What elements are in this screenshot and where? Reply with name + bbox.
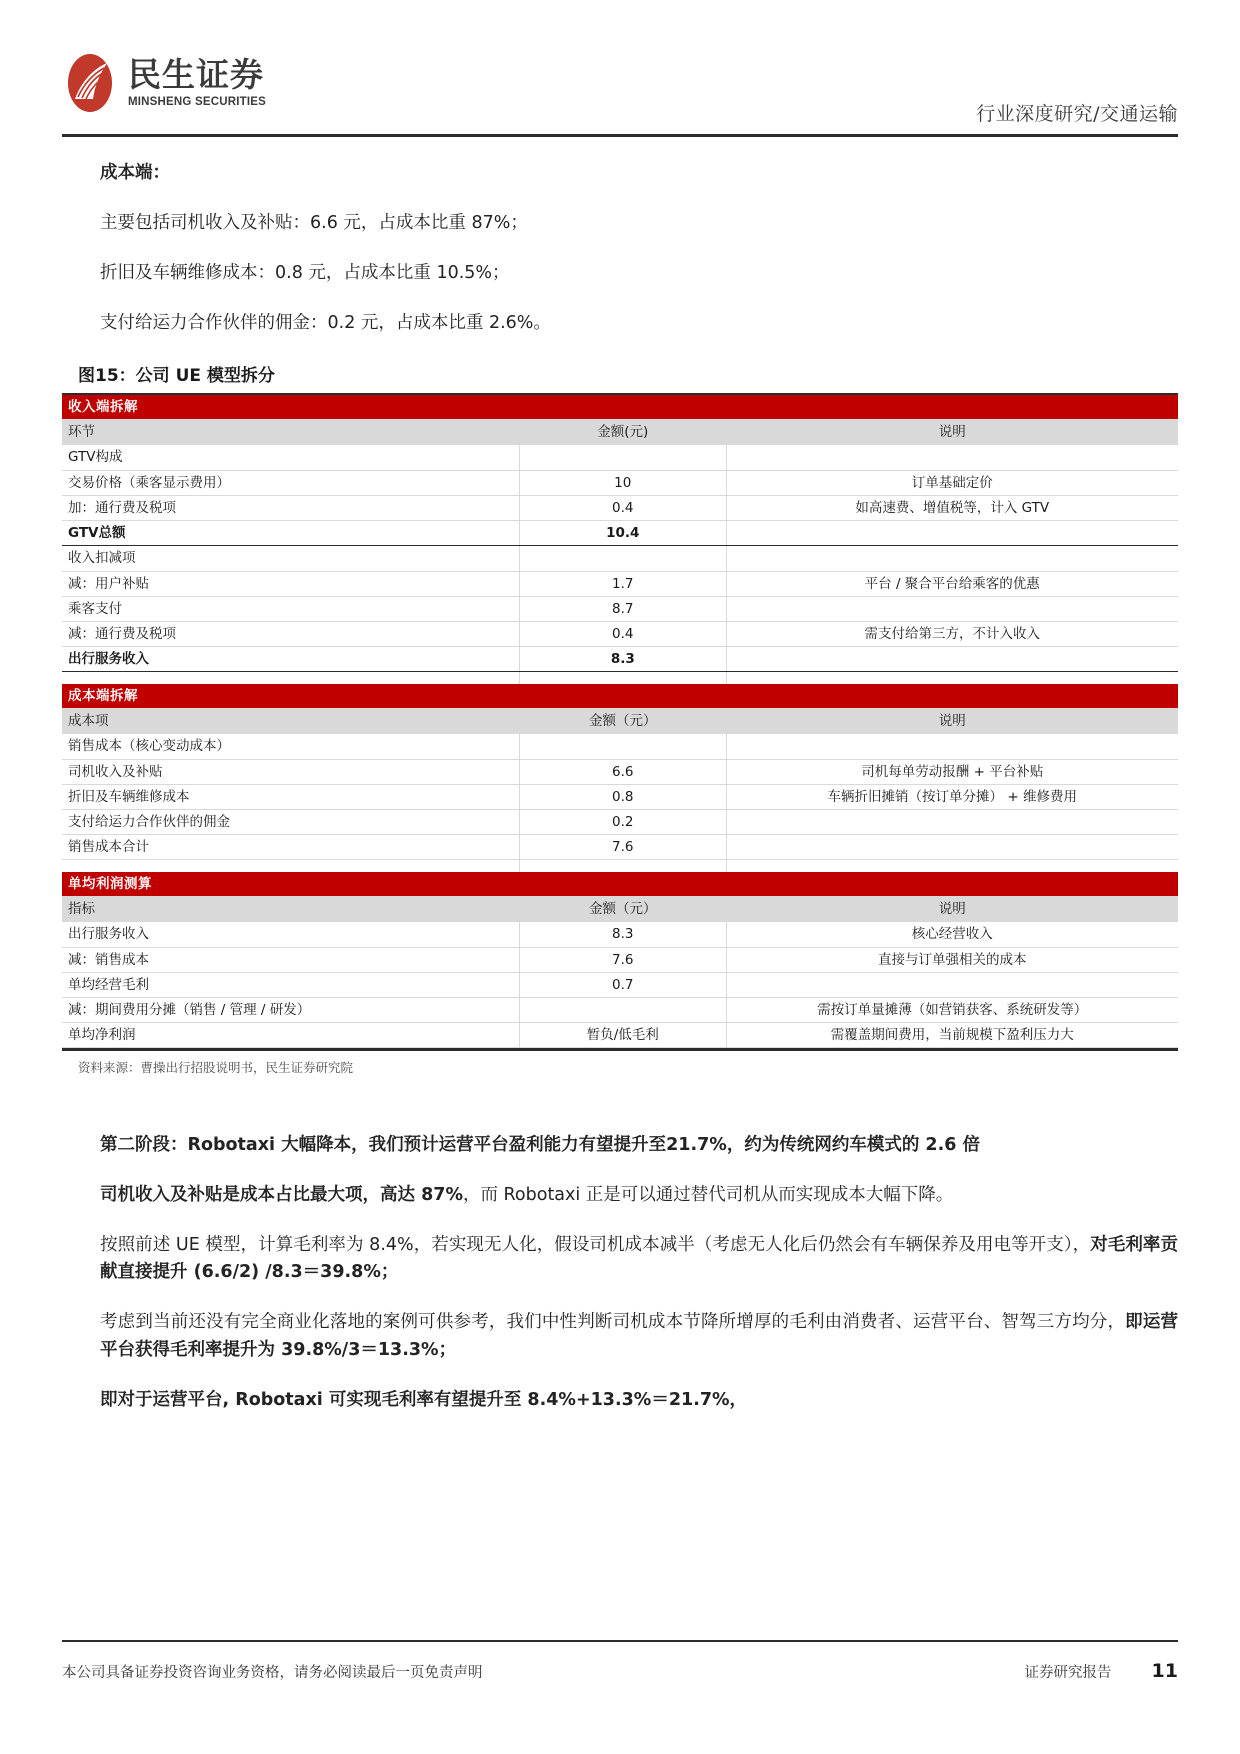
conclusion-paragraph: 即对于运营平台, Robotaxi 可实现毛利率有望提升至 8.4%+13.3%＝21.7%， bbox=[100, 1389, 748, 1410]
section-banner-revenue bbox=[62, 395, 1178, 420]
page-number: 11 bbox=[1151, 1660, 1178, 1682]
brand-name-en: MINSHENG SECURITIES bbox=[128, 96, 266, 109]
row-label: 减：期间费用分摊（销售 / 管理 / 研发） bbox=[62, 998, 520, 1023]
table-row bbox=[62, 810, 1178, 835]
split-assumption-paragraph bbox=[62, 1309, 1178, 1363]
row-note: 需按订单量摊薄（如营销获客、系统研发等） bbox=[726, 998, 1178, 1023]
row-note bbox=[726, 734, 1178, 759]
gross-margin-text: 按照前述 UE 模型，计算毛利率为 8.4%，若实现无人化，假设司机成本减半（考虑无人化后仍然会有车辆保养及用电等开支）， bbox=[100, 1235, 1091, 1256]
row-note: 需覆盖期间费用，当前规模下盈利压力大 bbox=[726, 1023, 1178, 1048]
row-label: 单均净利润 bbox=[62, 1023, 520, 1048]
row-label: 销售成本（核心变动成本） bbox=[62, 734, 520, 759]
row-note bbox=[726, 596, 1178, 621]
ue-model-table bbox=[62, 395, 1178, 1048]
footer-disclaimer: 本公司具备证券投资咨询业务资格，请务必阅读最后一页免责声明 bbox=[62, 1664, 483, 1681]
column-header-amount: 金额（元） bbox=[520, 709, 726, 734]
row-label: 减：销售成本 bbox=[62, 947, 520, 972]
minsheng-leaf-logo-icon bbox=[62, 52, 118, 114]
row-note bbox=[726, 546, 1178, 571]
row-amount: 1.7 bbox=[520, 571, 726, 596]
row-label: GTV构成 bbox=[62, 445, 520, 470]
row-label: 折旧及车辆维修成本 bbox=[62, 784, 520, 809]
table-row bbox=[62, 998, 1178, 1023]
table-row-total bbox=[62, 647, 1178, 672]
row-note: 如高速费、增值税等，计入 GTV bbox=[726, 495, 1178, 520]
cost-line-1: 主要包括司机收入及补贴：6.6 元，占成本比重 87%； bbox=[100, 213, 528, 234]
cost-line-2: 折旧及车辆维修成本：0.8 元，占成本比重 10.5%； bbox=[100, 263, 510, 284]
table-row bbox=[62, 759, 1178, 784]
row-note bbox=[726, 972, 1178, 997]
row-note bbox=[726, 445, 1178, 470]
row-amount bbox=[520, 734, 726, 759]
header-divider bbox=[62, 134, 1178, 137]
row-amount: 7.6 bbox=[520, 835, 726, 860]
row-note: 订单基础定价 bbox=[726, 470, 1178, 495]
table-row bbox=[62, 972, 1178, 997]
row-label: 加：通行费及税项 bbox=[62, 495, 520, 520]
driver-cost-paragraph bbox=[62, 1182, 1178, 1209]
row-amount: 8.3 bbox=[520, 647, 726, 672]
row-note bbox=[726, 835, 1178, 860]
table-row bbox=[62, 922, 1178, 947]
section-banner-profit bbox=[62, 872, 1178, 897]
footer-divider bbox=[62, 1640, 1178, 1643]
ue-table-body bbox=[62, 395, 1178, 1048]
column-header-note: 说明 bbox=[726, 420, 1178, 445]
row-note: 需支付给第三方，不计入收入 bbox=[726, 621, 1178, 646]
row-label: 销售成本合计 bbox=[62, 835, 520, 860]
row-label: 减：通行费及税项 bbox=[62, 621, 520, 646]
row-note: 平台 / 聚合平台给乘客的优惠 bbox=[726, 571, 1178, 596]
row-amount: 0.4 bbox=[520, 621, 726, 646]
figure-15 bbox=[62, 361, 1178, 1076]
cost-line-3: 支付给运力合作伙伴的佣金：0.2 元，占成本比重 2.6%。 bbox=[100, 313, 551, 334]
table-row bbox=[62, 495, 1178, 520]
footer-report-type: 证券研究报告 bbox=[1024, 1665, 1112, 1681]
row-note bbox=[726, 521, 1178, 546]
column-header-row bbox=[62, 897, 1178, 922]
row-amount: 8.3 bbox=[520, 922, 726, 947]
column-header-item: 环节 bbox=[62, 420, 520, 445]
driver-cost-rest: ，而 Robotaxi 正是可以通过替代司机从而实现成本大幅下降。 bbox=[462, 1185, 954, 1206]
table-row bbox=[62, 571, 1178, 596]
row-amount: 7.6 bbox=[520, 947, 726, 972]
cost-side-heading: 成本端： bbox=[100, 163, 170, 183]
column-header-item: 指标 bbox=[62, 897, 520, 922]
row-label: 司机收入及补贴 bbox=[62, 759, 520, 784]
table-row bbox=[62, 1023, 1178, 1048]
row-amount: 0.4 bbox=[520, 495, 726, 520]
column-header-note: 说明 bbox=[726, 709, 1178, 734]
driver-cost-bold: 司机收入及补贴是成本占比最大项，高达 87% bbox=[100, 1185, 463, 1206]
stage-two-line-2: 21.7%，约为传统网约车模式的 2.6 倍 bbox=[666, 1134, 981, 1155]
column-header-row bbox=[62, 709, 1178, 734]
row-label: 出行服务收入 bbox=[62, 647, 520, 672]
row-label: GTV总额 bbox=[62, 521, 520, 546]
figure-title: 图15：公司 UE 模型拆分 bbox=[78, 365, 275, 386]
row-amount bbox=[520, 998, 726, 1023]
row-amount: 6.6 bbox=[520, 759, 726, 784]
brand-name-cn: 民生证券 bbox=[128, 54, 264, 94]
table-row bbox=[62, 546, 1178, 571]
header-category-label: 行业深度研究/交通运输 bbox=[976, 103, 1178, 125]
row-note: 直接与订单强相关的成本 bbox=[726, 947, 1178, 972]
row-amount: 0.2 bbox=[520, 810, 726, 835]
table-row bbox=[62, 835, 1178, 860]
row-amount: 暂负/低毛利 bbox=[520, 1023, 726, 1048]
row-label: 出行服务收入 bbox=[62, 922, 520, 947]
stage-two-paragraph bbox=[62, 1132, 1178, 1159]
row-note bbox=[726, 647, 1178, 672]
stage-two-line-1: 第二阶段：Robotaxi 大幅降本，我们预计运营平台盈利能力有望提升至 bbox=[100, 1134, 667, 1155]
row-amount bbox=[520, 445, 726, 470]
table-row bbox=[62, 734, 1178, 759]
section-banner-label: 收入端拆解 bbox=[62, 395, 1178, 420]
row-amount: 0.8 bbox=[520, 784, 726, 809]
gross-margin-paragraph bbox=[62, 1232, 1178, 1286]
table-row bbox=[62, 621, 1178, 646]
row-note: 司机每单劳动报酬 + 平台补贴 bbox=[726, 759, 1178, 784]
row-label: 支付给运力合作伙伴的佣金 bbox=[62, 810, 520, 835]
page-footer bbox=[62, 1660, 1178, 1682]
row-label: 单均经营毛利 bbox=[62, 972, 520, 997]
section-banner-label: 单均利润测算 bbox=[62, 872, 1178, 897]
row-label: 收入扣减项 bbox=[62, 546, 520, 571]
table-row bbox=[62, 470, 1178, 495]
row-amount bbox=[520, 546, 726, 571]
row-note bbox=[726, 810, 1178, 835]
table-row bbox=[62, 445, 1178, 470]
row-amount: 8.7 bbox=[520, 596, 726, 621]
row-label: 减：用户补贴 bbox=[62, 571, 520, 596]
page-content bbox=[62, 160, 1178, 1437]
row-label: 乘客支付 bbox=[62, 596, 520, 621]
row-amount: 0.7 bbox=[520, 972, 726, 997]
row-label: 交易价格（乘客显示费用） bbox=[62, 470, 520, 495]
split-assumption-text: 考虑到当前还没有完全商业化落地的案例可供参考，我们中性判断司机成本节降所增厚的毛利由消费者、运营平台、智驾三方均分， bbox=[100, 1312, 1126, 1333]
table-row bbox=[62, 784, 1178, 809]
column-header-row bbox=[62, 420, 1178, 445]
column-header-amount: 金额（元） bbox=[520, 897, 726, 922]
row-note: 核心经营收入 bbox=[726, 922, 1178, 947]
table-row bbox=[62, 947, 1178, 972]
section-banner-cost bbox=[62, 684, 1178, 709]
table-spacer bbox=[62, 672, 1178, 684]
column-header-item: 成本项 bbox=[62, 709, 520, 734]
table-row-total bbox=[62, 521, 1178, 546]
column-header-note: 说明 bbox=[726, 897, 1178, 922]
row-amount: 10.4 bbox=[520, 521, 726, 546]
row-amount: 10 bbox=[520, 470, 726, 495]
gross-margin-bold: 对毛利率贡献直接提升 (6.6/2) /8.3＝39.8%； bbox=[100, 1235, 1179, 1283]
page-header bbox=[62, 52, 1178, 134]
brand-logo bbox=[62, 52, 266, 114]
row-note: 车辆折旧摊销（按订单分摊） + 维修费用 bbox=[726, 784, 1178, 809]
table-row bbox=[62, 596, 1178, 621]
split-assumption-bold: 即运营平台获得毛利率提升为 39.8%/3＝13.3%； bbox=[100, 1312, 1179, 1360]
figure-source-note: 资料来源：曹操出行招股说明书，民生证券研究院 bbox=[78, 1059, 354, 1075]
section-banner-label: 成本端拆解 bbox=[62, 684, 1178, 709]
table-spacer bbox=[62, 860, 1178, 872]
column-header-amount: 金额(元) bbox=[520, 420, 726, 445]
